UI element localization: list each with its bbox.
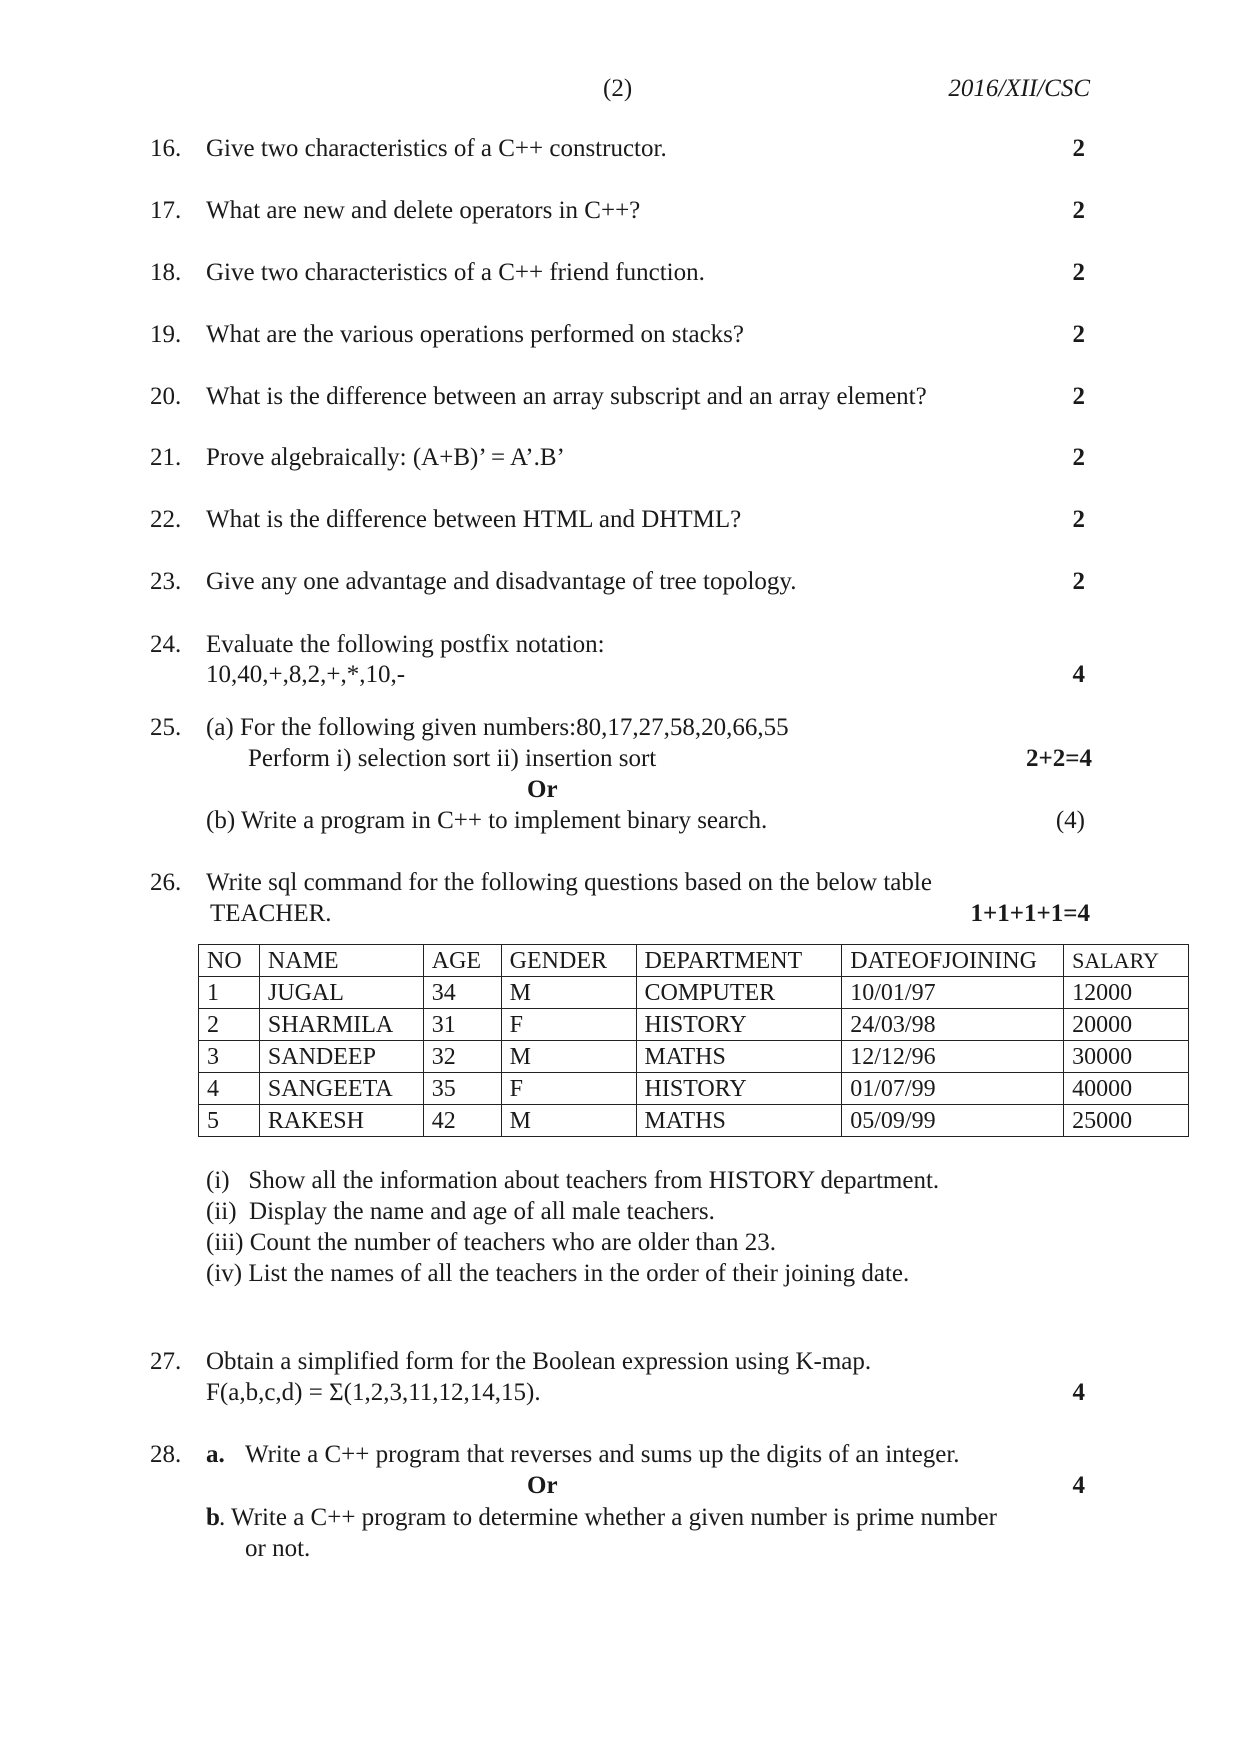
sub-question: (ii) Display the name and age of all male teachers.: [206, 1198, 715, 1225]
question-part-b-continued: or not.: [245, 1535, 311, 1562]
question-text: Prove algebraically: (A+B)’ = A’.B’: [206, 444, 565, 471]
table-cell: 3: [199, 1041, 260, 1073]
table-cell: MATHS: [636, 1041, 842, 1073]
question-text: Give two characteristics of a C++ friend function.: [206, 259, 705, 286]
table-cell: F: [501, 1073, 636, 1105]
table-cell: 12000: [1064, 977, 1189, 1009]
table-cell: 2: [199, 1009, 260, 1041]
question-marks: 4: [1072, 661, 1085, 688]
question-marks: 2: [1072, 506, 1085, 533]
question-text: What are new and delete operators in C++?: [206, 197, 641, 224]
table-cell: 20000: [1064, 1009, 1189, 1041]
question-marks: 2: [1072, 321, 1085, 348]
sub-question: (iv) List the names of all the teachers in the order of their joining date.: [206, 1260, 910, 1287]
question-marks: 4: [1072, 1472, 1085, 1499]
question-text: Write sql command for the following questions based on the below table: [206, 869, 932, 896]
table-cell: JUGAL: [259, 977, 423, 1009]
table-cell: RAKESH: [259, 1105, 423, 1137]
question-part-b: (b) Write a program in C++ to implement binary search.: [206, 807, 768, 834]
part-b-label: b: [206, 1504, 220, 1531]
question-text: Evaluate the following postfix notation:: [206, 631, 605, 658]
question-marks: 2: [1072, 197, 1085, 224]
question-number: 21.: [150, 444, 182, 471]
or-separator: Or: [527, 776, 558, 803]
table-row: [199, 977, 1189, 1009]
table-cell: 10/01/97: [842, 977, 1064, 1009]
table-cell: SANDEEP: [259, 1041, 423, 1073]
table-row: [199, 1009, 1189, 1041]
question-number: 28.: [150, 1441, 182, 1468]
column-header: NO: [199, 945, 260, 977]
teacher-table: [198, 944, 1189, 1137]
table-cell: SHARMILA: [259, 1009, 423, 1041]
question-number: 16.: [150, 135, 182, 162]
table-cell: 5: [199, 1105, 260, 1137]
question-part-a-detail: Perform i) selection sort ii) insertion sort: [248, 745, 657, 772]
question-text: What are the various operations performed on stacks?: [206, 321, 744, 348]
question-number: 19.: [150, 321, 182, 348]
part-a-label: a.: [206, 1441, 225, 1468]
table-cell: 35: [423, 1073, 501, 1105]
question-number: 17.: [150, 197, 182, 224]
question-number: 22.: [150, 506, 182, 533]
sub-question: (i) Show all the information about teachers from HISTORY department.: [206, 1167, 940, 1194]
question-marks: 2+2=4: [1026, 745, 1092, 772]
question-marks: 2: [1072, 568, 1085, 595]
table-cell: SANGEETA: [259, 1073, 423, 1105]
sub-question: (iii) Count the number of teachers who are older than 23.: [206, 1229, 776, 1256]
table-cell: 12/12/96: [842, 1041, 1064, 1073]
column-header: DATEOFJOINING: [842, 945, 1064, 977]
table-cell: 31: [423, 1009, 501, 1041]
question-number: 23.: [150, 568, 182, 595]
column-header: AGE: [423, 945, 501, 977]
table-row: [199, 1041, 1189, 1073]
question-marks: (4): [1055, 807, 1085, 834]
question-text: What is the difference between an array subscript and an array element?: [206, 383, 927, 410]
question-part-a: Write a C++ program that reverses and sums up the digits of an integer.: [245, 1441, 960, 1468]
table-cell: 01/07/99: [842, 1073, 1064, 1105]
postfix-expression: 10,40,+,8,2,+,*,10,-: [206, 661, 406, 688]
column-header: NAME: [259, 945, 423, 977]
page-number: (2): [603, 75, 633, 102]
question-number: 27.: [150, 1348, 182, 1375]
table-name: TEACHER.: [210, 900, 332, 927]
column-header: DEPARTMENT: [636, 945, 842, 977]
table-cell: M: [501, 1041, 636, 1073]
table-cell: 1: [199, 977, 260, 1009]
or-separator: Or: [527, 1472, 558, 1499]
table-row: [199, 1105, 1189, 1137]
table-cell: HISTORY: [636, 1009, 842, 1041]
question-marks: 2: [1072, 444, 1085, 471]
question-number: 20.: [150, 383, 182, 410]
paper-code: 2016/XII/CSC: [948, 75, 1090, 102]
table-header-row: [199, 945, 1189, 977]
table-cell: MATHS: [636, 1105, 842, 1137]
question-marks: 2: [1072, 135, 1085, 162]
table-cell: F: [501, 1009, 636, 1041]
question-marks: 1+1+1+1=4: [970, 900, 1090, 927]
question-marks: 4: [1072, 1379, 1085, 1406]
question-marks: 2: [1072, 383, 1085, 410]
table-cell: COMPUTER: [636, 977, 842, 1009]
question-part-b: . Write a C++ program to determine whether a given number is prime number: [219, 1504, 997, 1531]
table-cell: 30000: [1064, 1041, 1189, 1073]
boolean-expression: F(a,b,c,d) = Σ(1,2,3,11,12,14,15).: [206, 1379, 541, 1406]
column-header: SALARY: [1064, 945, 1189, 977]
table-cell: 05/09/99: [842, 1105, 1064, 1137]
table-cell: M: [501, 1105, 636, 1137]
table-cell: 40000: [1064, 1073, 1189, 1105]
table-cell: HISTORY: [636, 1073, 842, 1105]
question-number: 18.: [150, 259, 182, 286]
table-cell: M: [501, 977, 636, 1009]
question-text: Give any one advantage and disadvantage of tree topology.: [206, 568, 797, 595]
question-part-a: (a) For the following given numbers:80,17,27,58,20,66,55: [206, 714, 789, 741]
table-cell: 24/03/98: [842, 1009, 1064, 1041]
table-row: [199, 1073, 1189, 1105]
question-number: 24.: [150, 631, 182, 658]
table-cell: 34: [423, 977, 501, 1009]
table-cell: 42: [423, 1105, 501, 1137]
question-number: 25.: [150, 714, 182, 741]
table-cell: 25000: [1064, 1105, 1189, 1137]
table-cell: 4: [199, 1073, 260, 1105]
question-text: Obtain a simplified form for the Boolean expression using K-map.: [206, 1348, 872, 1375]
question-text: Give two characteristics of a C++ constructor.: [206, 135, 667, 162]
question-text: What is the difference between HTML and DHTML?: [206, 506, 742, 533]
question-number: 26.: [150, 869, 182, 896]
question-marks: 2: [1072, 259, 1085, 286]
table-cell: 32: [423, 1041, 501, 1073]
column-header: GENDER: [501, 945, 636, 977]
